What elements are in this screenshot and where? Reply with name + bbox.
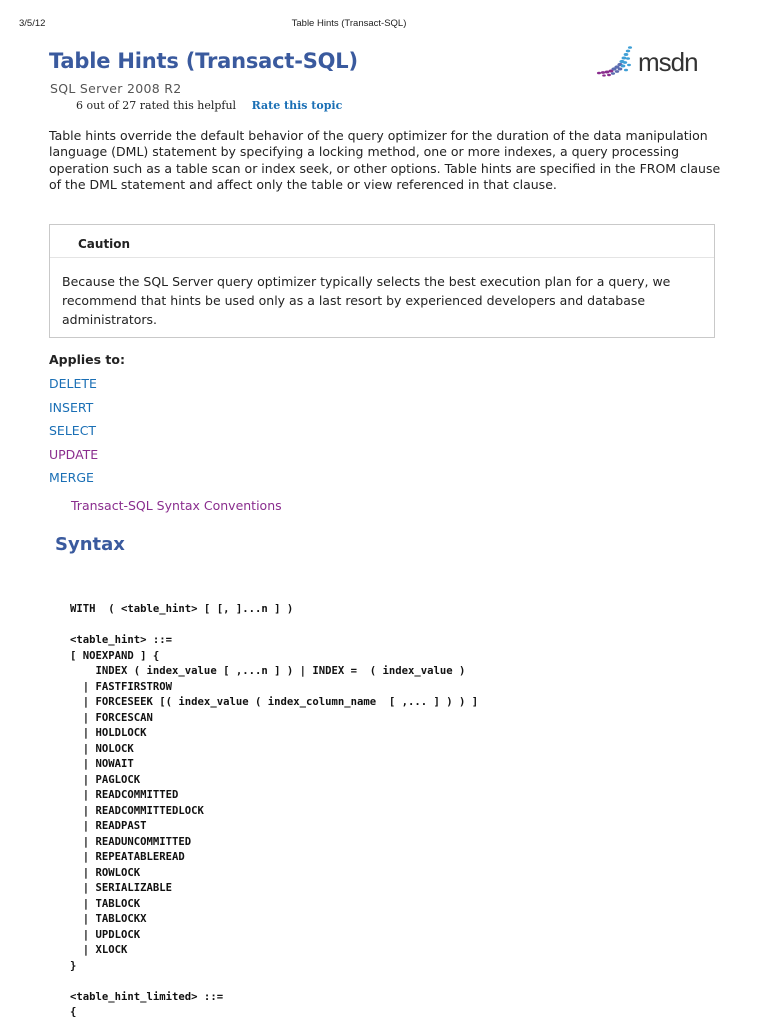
syntax-heading: Syntax	[55, 534, 125, 555]
print-date: 3/5/12	[19, 18, 46, 29]
logo-dot	[602, 74, 606, 76]
caution-text: Because the SQL Server query optimizer typically selects the best execution plan for a query, we recommend that hints be used only as a last resort by experienced developers and database administrators.	[62, 274, 671, 327]
logo-dot	[622, 56, 627, 59]
logo-dot	[628, 46, 632, 49]
caution-title: Caution	[78, 237, 131, 251]
logo-dot	[626, 50, 630, 53]
logo-dot	[621, 65, 626, 68]
select-link[interactable]: SELECT	[49, 423, 97, 439]
rating-bar	[76, 99, 342, 112]
logo-dot	[618, 68, 623, 71]
msdn-logo-text: msdn	[638, 47, 698, 77]
logo-dot	[597, 72, 601, 75]
caution-box	[49, 224, 715, 338]
applies-to-item	[49, 447, 98, 471]
product-version: SQL Server 2008 R2	[50, 81, 182, 96]
logo-dot	[607, 74, 611, 76]
insert-link[interactable]: INSERT	[49, 399, 94, 415]
rate-topic-link[interactable]: Rate this topic	[251, 99, 343, 112]
delete-link[interactable]: DELETE	[49, 376, 97, 391]
syntax-code-block: WITH ( <table_hint> [ [, ]...n ] ) <table_hint> ::= [ NOEXPAND ] { INDEX ( index_value [ ,...n ] ) | INDEX = ( index_value ) | FASTFIRSTROW | FORCESEEK [( index_value ( index_column_name [ ,... ] ) ) ] | FORCESCAN | HOLDLOCK | NOLOCK | NOWAIT | PAGLOCK | READCOMMITTED | READCOMMITTEDLOCK | READPAST | READUNCOMMITTED | REPEATABLEREAD | ROWLOCK | SERIALIZABLE | TABLOCK | TABLOCKX | UPDLOCK | XLOCK } <table_hint_limited> ::= {	[70, 603, 479, 1018]
page-title: Table Hints (Transact-SQL)	[49, 49, 358, 73]
print-header	[0, 18, 768, 32]
msdn-logo[interactable]	[596, 44, 720, 80]
syntax-conventions-link[interactable]: Transact-SQL Syntax Conventions	[71, 498, 282, 513]
logo-dot	[601, 71, 605, 74]
applies-to-item	[49, 470, 98, 494]
caution-divider	[50, 257, 714, 258]
applies-to-item	[49, 400, 98, 424]
merge-link[interactable]: MERGE	[49, 470, 94, 486]
logo-dot	[627, 64, 631, 66]
logo-dot	[626, 57, 630, 60]
logo-dot	[623, 61, 627, 64]
intro-paragraph: Table hints override the default behavior of the query optimizer for the duration of the data manipulation language (DML) statement by specifying a locking method, one or more indexes, a query processing operation such as a table scan or index seek, or other options. Table hints are specified in the FROM clause of the DML statement and affect only the table or view referenced in that clause.	[49, 128, 721, 193]
print-title: Table Hints (Transact-SQL)	[291, 18, 407, 29]
logo-dot	[624, 69, 628, 72]
msdn-logo-icon	[596, 44, 640, 80]
rating-text: 6 out of 27 rated this helpful	[76, 99, 237, 112]
logo-dot	[611, 72, 615, 75]
applies-to-heading: Applies to:	[49, 352, 125, 367]
applies-to-item	[49, 423, 98, 447]
applies-to-list	[49, 376, 98, 494]
update-link[interactable]: UPDATE	[49, 446, 99, 462]
applies-to-item	[49, 376, 98, 400]
logo-dot	[615, 70, 619, 73]
logo-dot	[624, 53, 629, 56]
